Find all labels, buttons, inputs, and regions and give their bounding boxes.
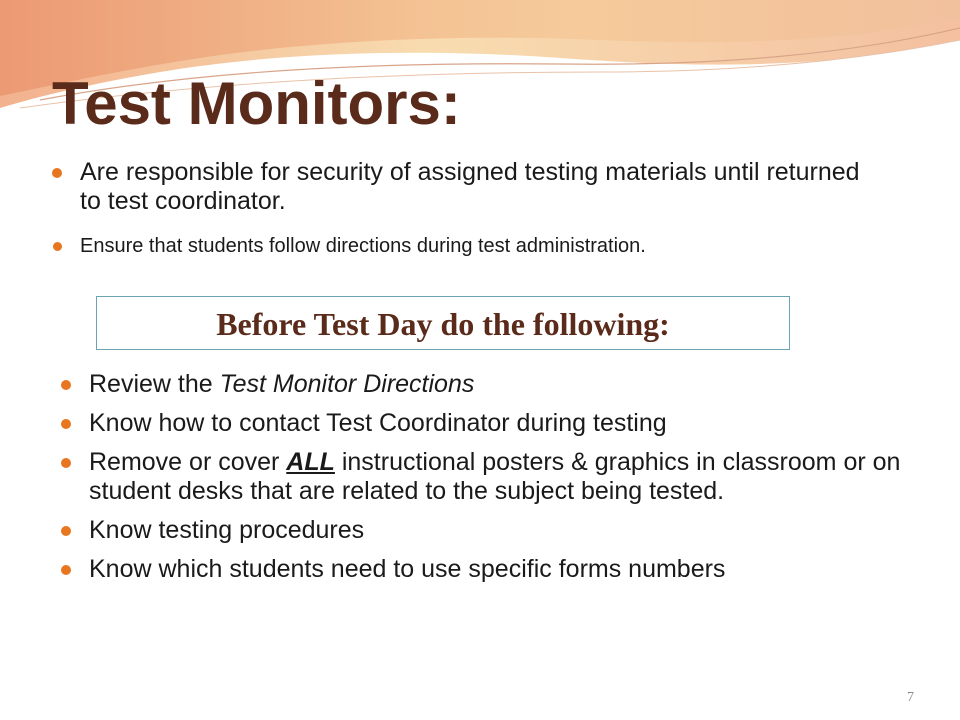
- document-title-italic: Test Monitor Directions: [219, 370, 475, 398]
- list-item: [58, 448, 918, 506]
- bullet-dot-icon: [61, 458, 71, 468]
- bullet-text: Know testing procedures: [89, 516, 365, 544]
- checklist: [58, 370, 918, 594]
- bullet-text-suffix: instructional posters & graphics in classroom or on student desks that are related to the subject being tested.: [89, 448, 901, 505]
- list-item: [58, 409, 918, 438]
- emphasis-all: ALL: [286, 448, 335, 476]
- list-item: [58, 555, 918, 584]
- bullet-dot-icon: [61, 526, 71, 536]
- list-item: [58, 516, 918, 545]
- list-item: [50, 234, 880, 258]
- bullet-dot-icon: [53, 242, 62, 251]
- bullet-dot-icon: [61, 419, 71, 429]
- list-item: [58, 370, 918, 399]
- bullet-text-prefix: Remove or cover: [89, 448, 287, 476]
- bullet-dot-icon: [52, 168, 62, 178]
- bullet-dot-icon: [61, 380, 71, 390]
- slide-title: Test Monitors:: [52, 70, 461, 137]
- bullet-dot-icon: [61, 565, 71, 575]
- bullet-text-prefix: Review the: [89, 370, 220, 398]
- bullet-text: Know how to contact Test Coordinator during testing: [89, 409, 667, 437]
- box-heading: Before Test Day do the following:: [216, 306, 670, 342]
- list-item: [50, 158, 880, 216]
- before-test-day-heading-box: [96, 296, 790, 350]
- slide-number: 7: [907, 690, 914, 705]
- bullet-text: Are responsible for security of assigned testing materials until returned to test coordinator.: [80, 158, 860, 215]
- top-bullet-list: [50, 158, 880, 258]
- bullet-text: Know which students need to use specific forms numbers: [89, 555, 726, 583]
- bullet-text: Ensure that students follow directions during test administration.: [80, 235, 646, 257]
